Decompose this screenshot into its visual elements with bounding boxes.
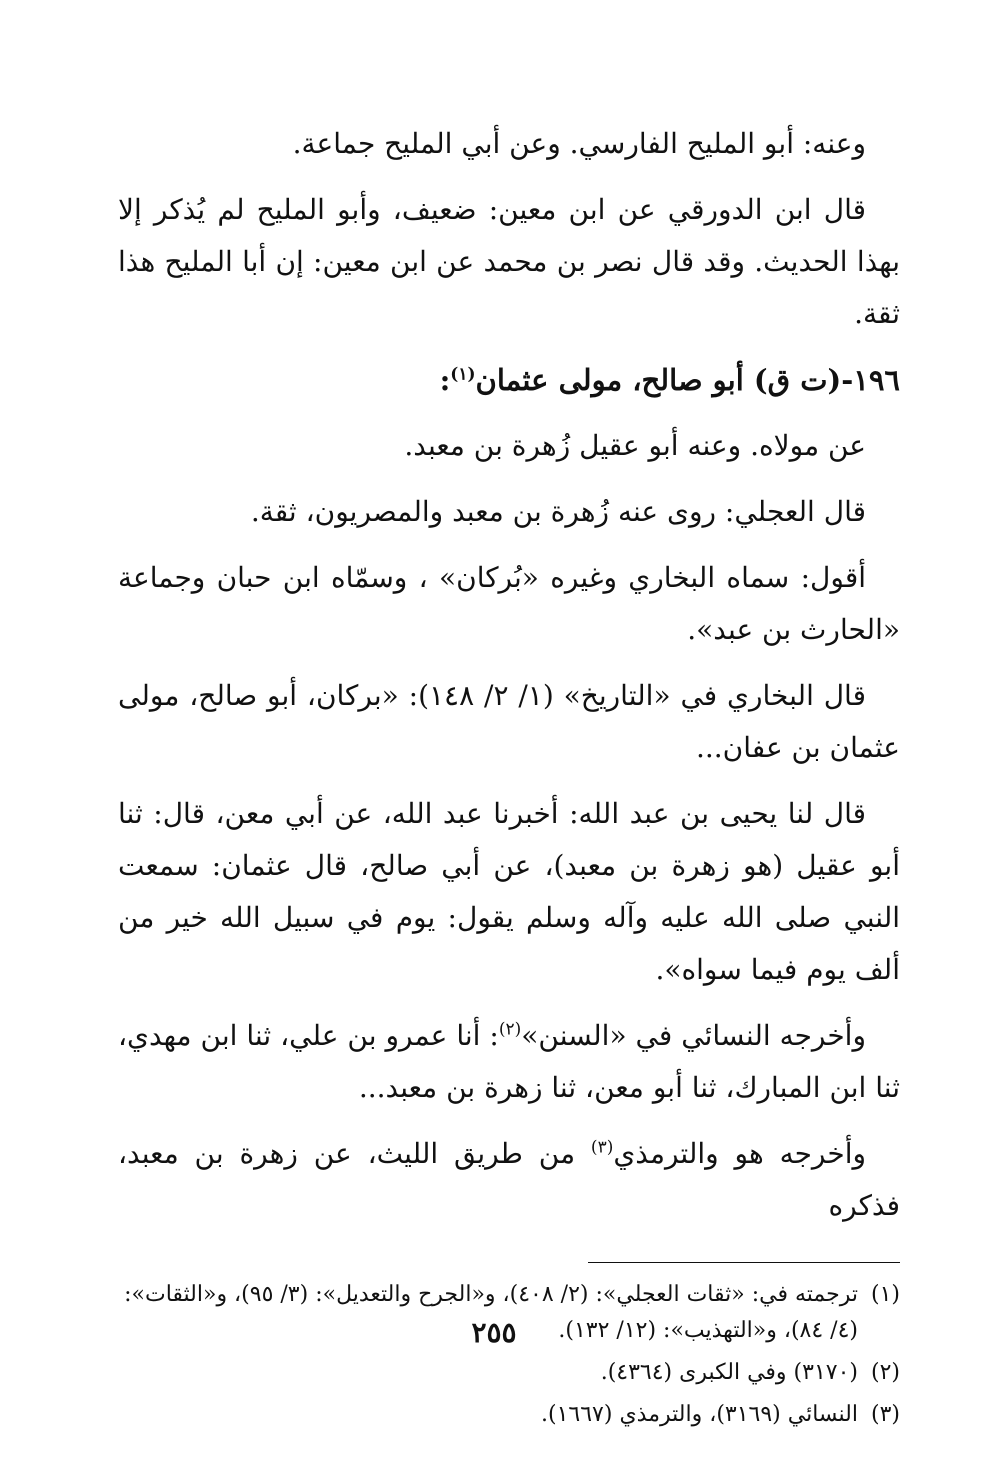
footnote-text: ترجمته في: «ثقات العجلي»: (٢/ ٤٠٨)، و«الجرح والتعديل»: (٣/ ٩٥)، و«الثقات»: (٤/ ٨٤)، و«التهذيب»: (١٢/ ١٣٢). [124, 1282, 858, 1343]
footnote [118, 1355, 900, 1391]
footnote-separator [588, 1262, 900, 1263]
paragraph: قال لنا يحيى بن عبد الله: أخبرنا عبد الله، عن أبي معن، قال: ثنا أبو عقيل (هو زهرة بن معبد)، عن أبي صالح، قال عثمان: سمعت النبي صلى الله عليه وآله وسلم يقول: يوم في سبيل الله خير من ألف يوم فيما سواه». [118, 797, 900, 986]
footnote-number: (٣) [870, 1402, 900, 1427]
footnote-separator-wrap [118, 1246, 900, 1277]
page-number: ٢٥٥ [471, 1316, 517, 1349]
entry-heading [118, 354, 900, 406]
paragraph: قال العجلي: روى عنه زُهرة بن معبد والمصريون، ثقة. [250, 495, 866, 528]
paragraph: أقول: سماه البخاري وغيره «بُركان» ، وسمّاه ابن حبان وجماعة «الحارث بن عبد». [118, 561, 900, 646]
footnote-ref: (٣) [590, 1137, 614, 1158]
footnotes [118, 1277, 900, 1433]
footnote-ref: (٢) [498, 1019, 522, 1040]
paragraph: وعنه: أبو المليح الفارسي. وعن أبي المليح جماعة. [292, 127, 866, 160]
paragraph: قال ابن الدورقي عن ابن معين: ضعيف، وأبو المليح لم يُذكر إلا بهذا الحديث. وقد قال نصر بن محمد عن ابن معين: إن أبا المليح هذا ثقة. [118, 193, 900, 330]
tirmidhi-text-end: من طريق الليث، عن زهرة بن معبد، فذكره [118, 1137, 900, 1222]
footnote-ref: (١) [450, 364, 476, 385]
footnote-number: (٢) [870, 1360, 900, 1385]
tirmidhi-text-start: وأخرجه هو والترمذي [613, 1137, 866, 1170]
main-text [118, 118, 900, 1232]
footnote-text: (٣١٧٠) وفي الكبرى (٤٣٦٤). [600, 1360, 858, 1385]
nasai-text-end: : أنا عمرو بن علي، ثنا ابن مهدي، ثنا ابن المبارك، ثنا أبو معن، ثنا زهرة بن معبد... [118, 1019, 900, 1104]
entry-heading-colon: : [439, 363, 451, 397]
paragraph-nasai [118, 1010, 900, 1114]
footnote-number: (١) [870, 1282, 900, 1307]
paragraph: قال البخاري في «التاريخ» (١/ ٢/ ١٤٨): «بركان، أبو صالح، مولى عثمان بن عفان... [118, 679, 900, 764]
nasai-text-start: وأخرجه النسائي في «السنن» [521, 1019, 866, 1052]
paragraph-tirmidhi [118, 1128, 900, 1232]
paragraph: عن مولاه. وعنه أبو عقيل زُهرة بن معبد. [404, 429, 866, 462]
entry-heading-text: ١٩٦-(ت ق) أبو صالح، مولى عثمان [475, 363, 900, 397]
footnote-text: النسائي (٣١٦٩)، والترمذي (١٦٦٧). [541, 1402, 858, 1427]
footnote [118, 1397, 900, 1433]
